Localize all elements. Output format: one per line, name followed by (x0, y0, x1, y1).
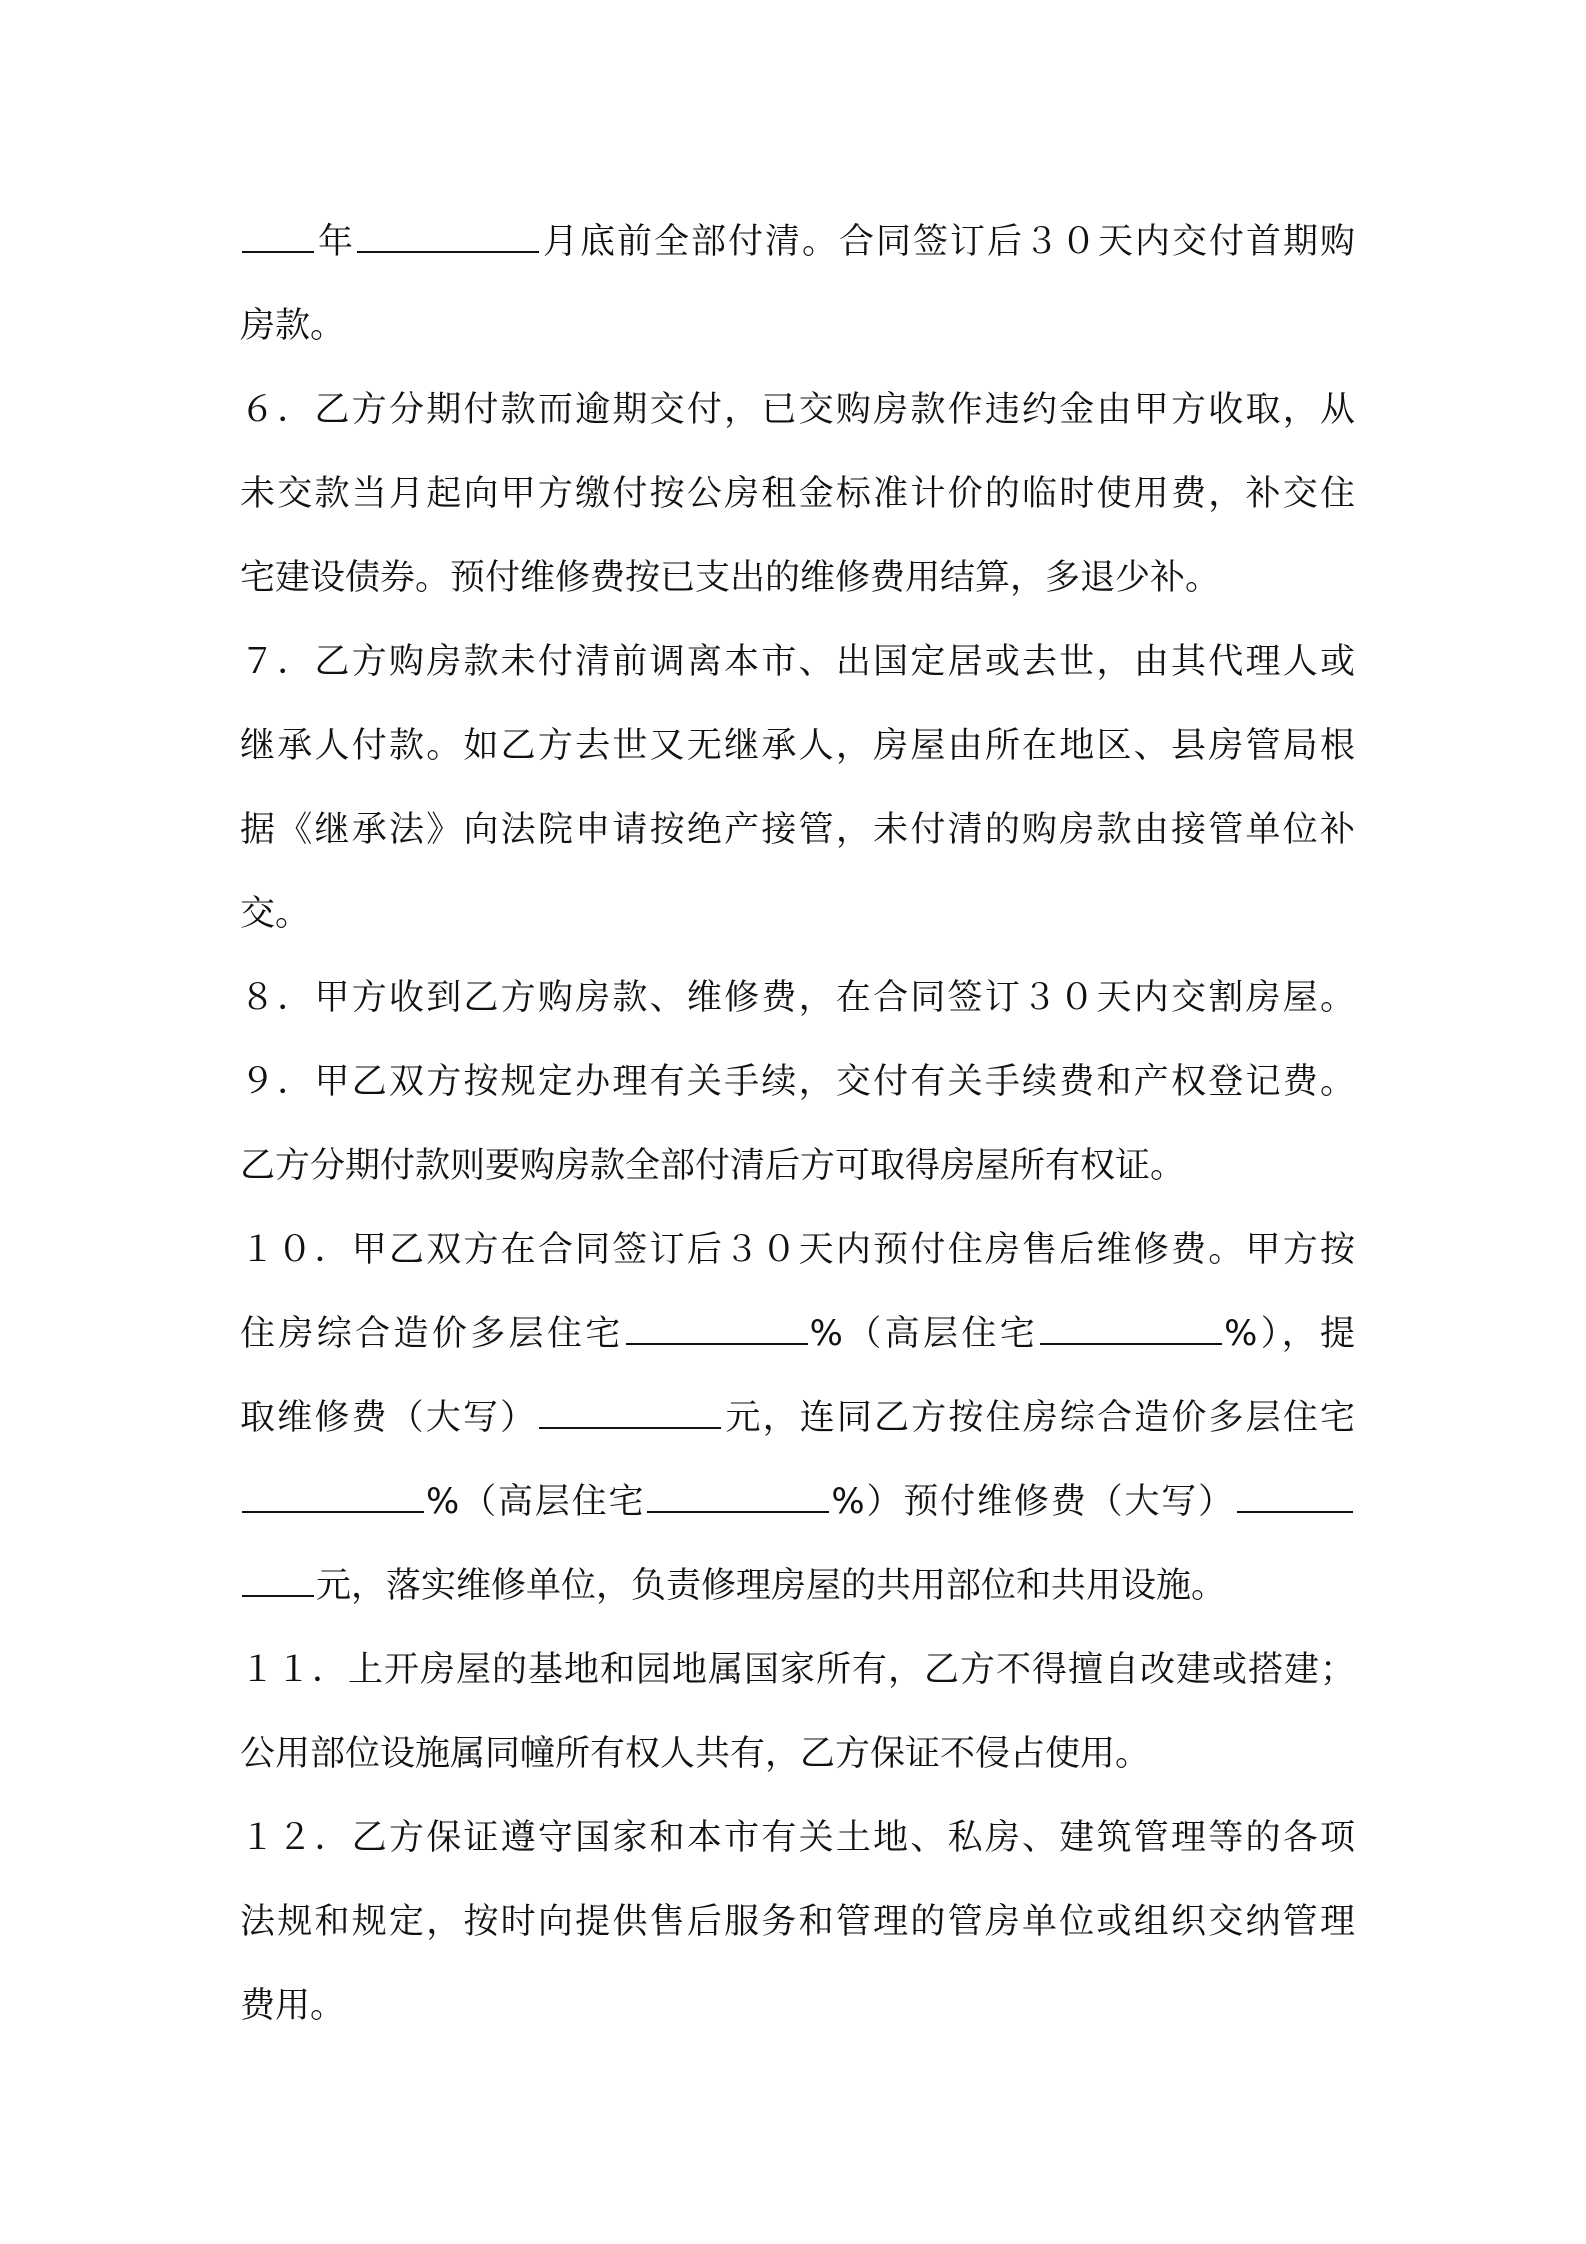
text-segment: %），提 (1224, 1314, 1355, 1354)
text-line (240, 1292, 1355, 1376)
text-segment: 元，连同乙方按住房综合造价多层住宅 (723, 1398, 1355, 1438)
text-segment: 月底前全部付清。合同签订后３０天内交付首期购 (541, 222, 1355, 262)
text-line: 未交款当月起向甲方缴付按公房租金标准计价的临时使用费，补交住 (240, 474, 1355, 514)
text-line: 费用。 (240, 1986, 346, 2026)
text-line: ７．乙方购房款未付清前调离本市、出国定居或去世，由其代理人或 (240, 642, 1355, 682)
text-line: ８．甲方收到乙方购房款、维修费，在合同签订３０天内交割房屋。 (240, 978, 1355, 1018)
contract-page (240, 200, 1355, 2048)
text-segment: 元，落实维修单位，负责修理房屋的共用部位和共用设施。 (316, 1566, 1227, 1606)
text-line: 房款。 (240, 306, 346, 346)
text-segment: %（高层住宅 (809, 1314, 1039, 1354)
text-line: ６．乙方分期付款而逾期交付，已交购房款作违约金由甲方收取，从 (240, 390, 1355, 430)
fill-blank[interactable] (242, 1565, 314, 1597)
text-segment: %（高层住宅 (426, 1482, 646, 1522)
text-line: 法规和规定，按时向提供售后服务和管理的管房单位或组织交纳管理 (240, 1902, 1355, 1942)
text-line: 据《继承法》向法院申请按绝产接管，未付清的购房款由接管单位补 (240, 810, 1355, 850)
text-line: 公用部位设施属同幢所有权人共有，乙方保证不侵占使用。 (240, 1734, 1151, 1774)
fill-blank[interactable] (626, 1313, 808, 1345)
fill-blank[interactable] (539, 1397, 721, 1429)
fill-blank[interactable] (1040, 1313, 1222, 1345)
text-line (240, 1376, 1355, 1460)
text-line: 乙方分期付款则要购房款全部付清后方可取得房屋所有权证。 (240, 1146, 1186, 1186)
text-line (240, 1544, 1355, 1628)
text-line: １１．上开房屋的基地和园地属国家所有，乙方不得擅自改建或搭建； (240, 1650, 1355, 1690)
text-line (240, 200, 1355, 284)
text-line: １２．乙方保证遵守国家和本市有关土地、私房、建筑管理等的各项 (240, 1818, 1355, 1858)
fill-blank[interactable] (1237, 1481, 1353, 1513)
text-line: 交。 (240, 894, 311, 934)
text-line (240, 1460, 1355, 1544)
fill-blank[interactable] (357, 221, 539, 253)
text-line: １０．甲乙双方在合同签订后３０天内预付住房售后维修费。甲方按 (240, 1230, 1355, 1270)
fill-blank[interactable] (242, 1481, 424, 1513)
text-segment: 年 (316, 222, 355, 262)
text-segment: 住房综合造价多层住宅 (240, 1314, 624, 1354)
text-segment: %）预付维修费（大写） (831, 1482, 1235, 1522)
fill-blank[interactable] (242, 221, 314, 253)
text-segment: 取维修费（大写） (240, 1398, 538, 1438)
text-line: ９．甲乙双方按规定办理有关手续，交付有关手续费和产权登记费。 (240, 1062, 1355, 1102)
text-line: 宅建设债券。预付维修费按已支出的维修费用结算，多退少补。 (240, 558, 1221, 598)
fill-blank[interactable] (647, 1481, 829, 1513)
text-line: 继承人付款。如乙方去世又无继承人，房屋由所在地区、县房管局根 (240, 726, 1355, 766)
